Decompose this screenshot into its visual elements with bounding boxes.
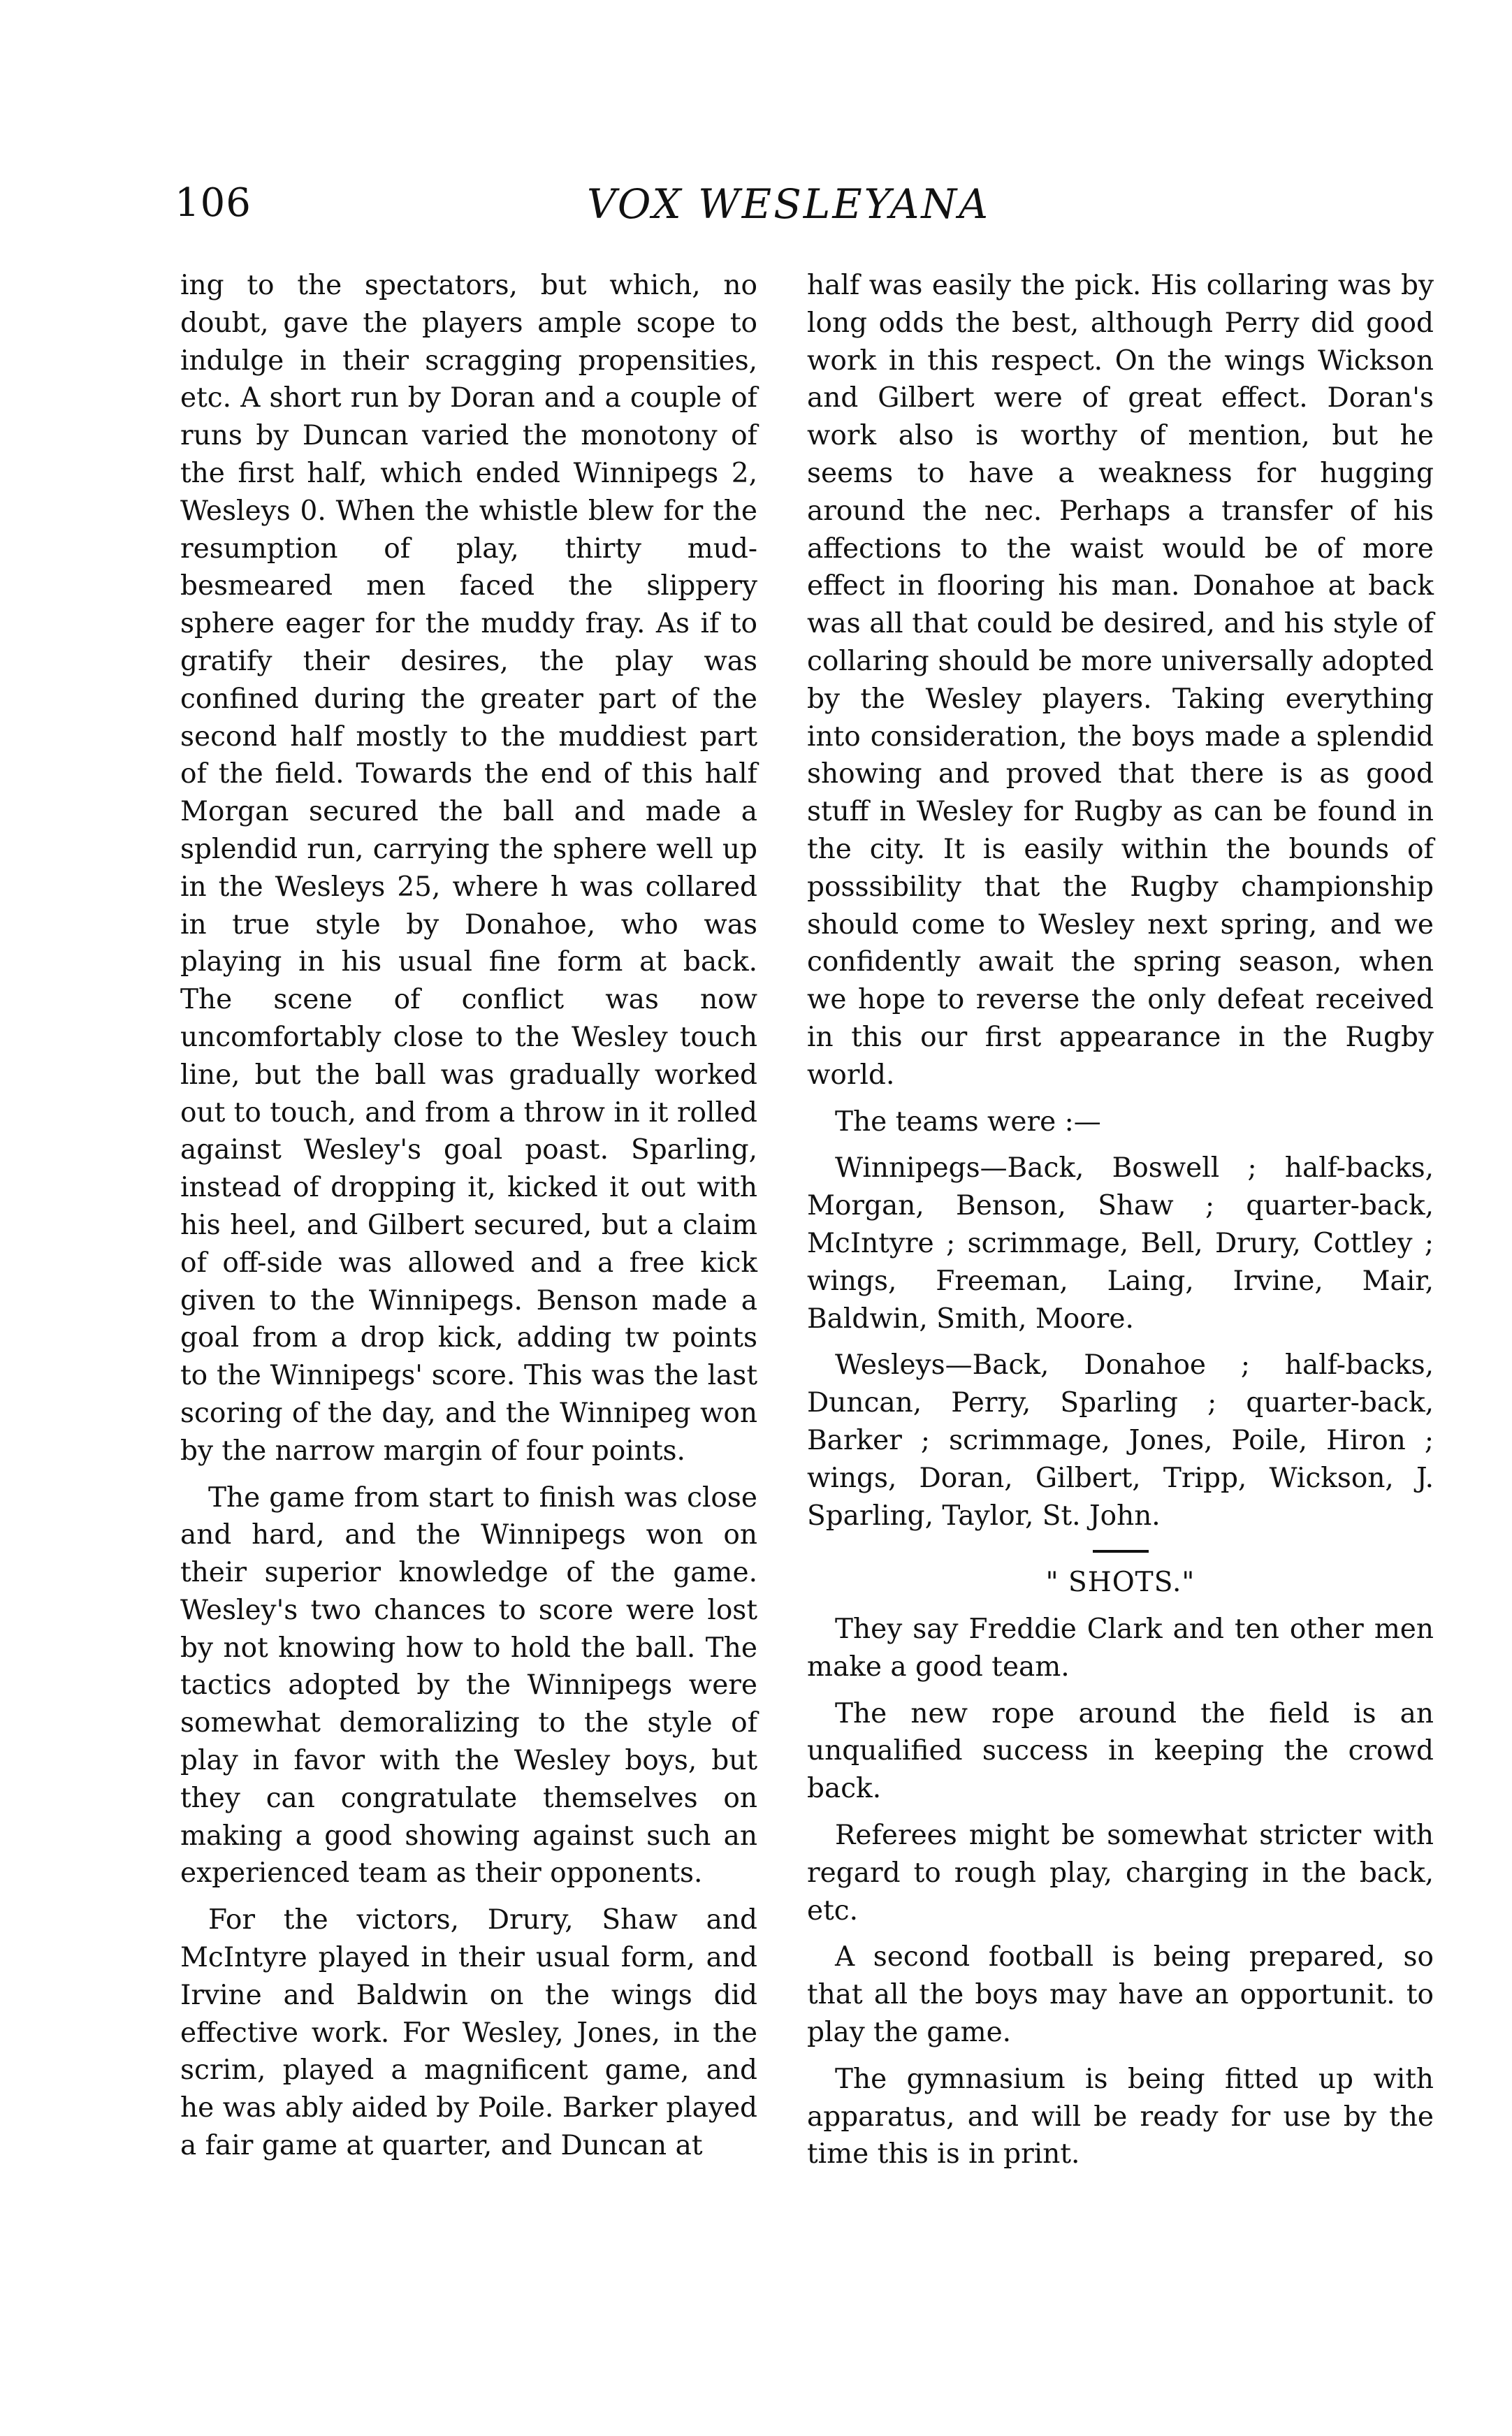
paragraph: half was easily the pick. His collaring was by long odds the best, although Perry did good work in this respect. On the wings Wickson and Gilbert were of great effect. Doran's work also is worthy of mention, but he seems to have a weakness for hugging around the nec. Perhaps a transfer of his affections to the waist would be of more effect in flooring his man. Donahoe at back was all that could be desired, and his style of collaring should be more universally adopted by the Wesley players. Taking everything into consideration, the boys made a splendid showing and proved that there is as good stuff in Wesley for Rugby as can be found in the city. It is easily within the bounds of posssibility that the Rugby championship should come to Wesley next spring, and we confidently await the spring season, when we hope to reverse the only defeat received in this our first appearance in the Rugby world.: [807, 270, 1434, 1091]
shots-item: The new rope around the field is an unqualified success in keeping the crowd back.: [807, 1697, 1434, 1805]
shots-item: They say Freddie Clark and ten other men make a good team.: [807, 1614, 1434, 1683]
paragraph: ing to the spectators, but which, no doubt, gave the players ample scope to indulge in their scragging propensities, etc. A short run by Doran and a couple of runs by Duncan varied the monotony of the first half, which ended Winnipegs 2, Wesleys 0. When the whistle blew for the resumption of play, thirty mud-besmeared men faced the slippery sphere eager for the muddy fray. As if to gratify their desires, the play was confined during the greater part of the second half mostly to the muddiest part of the field. Towards the end of this half Morgan secured the ball and made a splendid run, carrying the sphere well up in the Wesleys 25, where h was collared in true style by Donahoe, who was playing in his usual fine form at back. The scene of conflict was now uncomfortably close to the Wesley touch line, but the ball was gradually worked out to touch, and from a throw in it rolled against Wesley's goal poast. Sparling, instead of dropping it, kicked it out with his heel, and Gilbert secured, but a claim of off-side was allowed and a free kick given to the Winnipegs. Benson made a goal from a drop kick, adding tw points to the Winnipegs' score. This was the last scoring of the day, and the Winnipeg won by the narrow margin of four points.: [180, 270, 757, 1467]
team-list-wesleys: Wesleys—Back, Donahoe ; half-backs, Duncan, Perry, Sparling ; quarter-back, Barker ; scrimmage, Jones, Poile, Hiron ; wings, Doran, Gilbert, Tripp, Wickson, J. Sparling, Taylor, St. John.: [807, 1349, 1434, 1532]
team-list-winnipegs: Winnipegs—Back, Boswell ; half-backs, Morgan, Benson, Shaw ; quarter-back, McIntyre ; scrimmage, Bell, Drury, Cottley ; wings, Freeman, Laing, Irvine, Mair, Baldwin, Smith, Moore.: [807, 1152, 1434, 1335]
section-divider: [1093, 1550, 1149, 1553]
section-heading: " SHOTS.": [1045, 1567, 1195, 1599]
page-header: [175, 180, 1432, 243]
running-title: VOX WESLEYANA: [587, 180, 990, 228]
right-column: [807, 267, 1434, 2182]
shots-item: The gymnasium is being fitted up with apparatus, and will be ready for use by the time this is in print.: [807, 2063, 1434, 2170]
teams-intro: The teams were :—: [835, 1105, 1101, 1138]
paragraph: For the victors, Drury, Shaw and McIntyre played in their usual form, and Irvine and Baldwin on the wings did effective work. For Wesley, Jones, in the scrim, played a magnificent game, and he was ably aided by Poile. Barker played a fair game at quarter, and Duncan at: [180, 1904, 757, 2162]
page-number: 106: [175, 180, 252, 226]
paragraph: The game from start to finish was close and hard, and the Winnipegs won on their superior knowledge of the game. Wesley's two chances to score were lost by not knowing how to hold the ball. The tactics adopted by the Winnipegs were somewhat demoralizing to the style of play in favor with the Wesley boys, but they can congratulate themselves on making a good showing against such an experienced team as their opponents.: [180, 1481, 757, 1890]
shots-item: Referees might be somewhat stricter with regard to rough play, charging in the back, etc.: [807, 1820, 1434, 1927]
left-column: [180, 267, 757, 2174]
shots-item: A second football is being prepared, so that all the boys may have an opportunit. to play the game.: [807, 1941, 1434, 2049]
